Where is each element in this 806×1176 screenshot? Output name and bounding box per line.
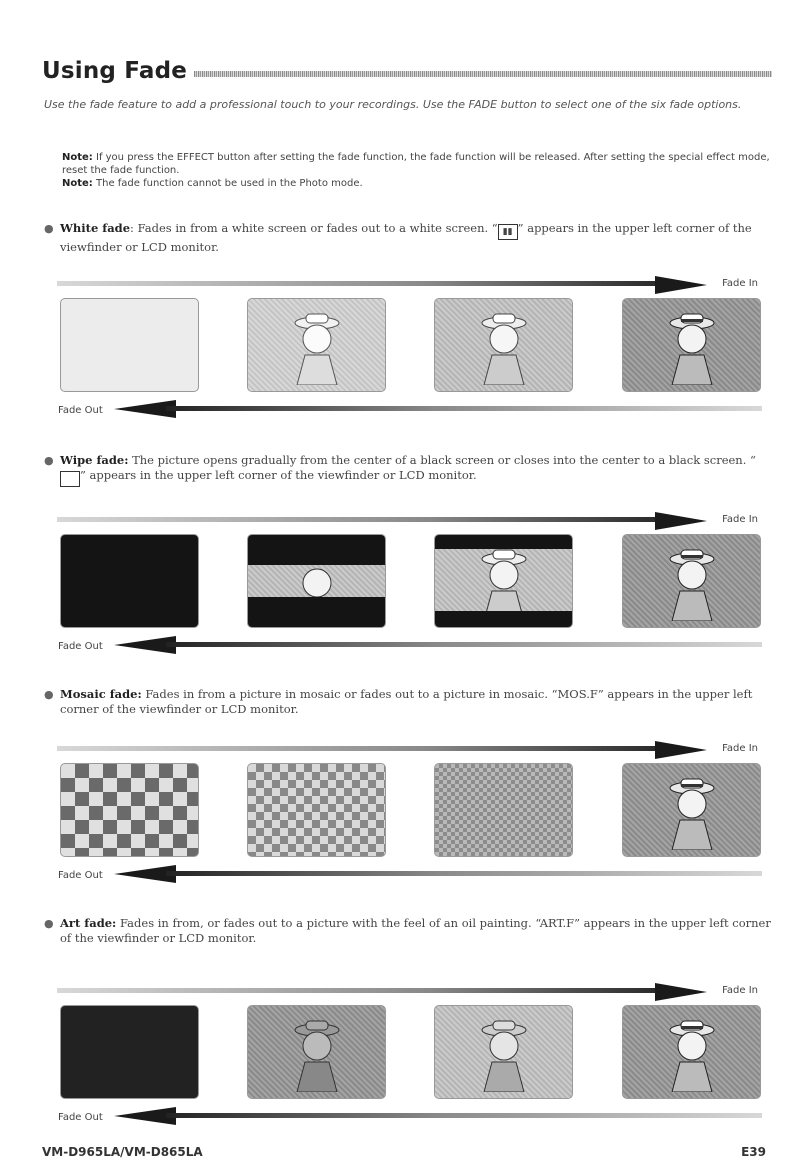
note-2 [62,177,774,190]
frame-full [622,534,761,628]
section-text: The picture opens gradually from the center of a black screen or closes into the center to a black screen. “ [132,453,756,467]
fade-in-label: Fade In [722,743,758,754]
frame-white [60,298,199,392]
fade-out-label: Fade Out [58,405,103,416]
note-label: Note: [62,152,93,163]
fade-in-arrow [57,983,757,997]
frame-full [622,1005,761,1099]
girl-figure-icon [666,311,718,385]
fade-in-arrow [57,276,757,290]
girl-figure-icon [291,311,343,385]
fade-out-arrow [42,865,772,885]
girl-figure-icon [291,1018,343,1092]
page-number: E39 [741,1145,766,1159]
section-mosaic-fade [42,687,772,717]
page-header [42,58,772,92]
frame-dark [60,1005,199,1099]
note-label: Note: [62,178,93,189]
section-art-fade [42,916,772,946]
fade-out-arrow [42,400,772,420]
fade-in-arrow [57,741,757,755]
bullet-icon: ● [44,688,54,701]
section-name: Wipe fade: [60,453,129,467]
intro-text: Use the fade feature to add a professional touch to your recordings. Use the FADE button to select one of the six fade options. [44,98,742,111]
frame-oil-light [434,1005,573,1099]
section-text-cont: ” appears in the upper left corner of the viewfinder or LCD monitor. [60,221,752,254]
note-1 [62,151,774,177]
girl-figure-icon [666,776,718,850]
fade-in-arrow [57,512,757,526]
fade-out-label: Fade Out [58,1112,103,1123]
girl-figure-icon [478,1018,530,1092]
frame-full [622,298,761,392]
fade-out-label: Fade Out [58,641,103,652]
notes-block [62,151,774,190]
frame-full [622,763,761,857]
white-fade-indicator-icon: ▮▮ [498,224,518,240]
frame-mosaic-fine [434,763,573,857]
frame-medium [434,298,573,392]
note-text: The fade function cannot be used in the Photo mode. [92,178,363,189]
title-rule [194,71,772,77]
section-wipe-fade [42,453,772,487]
note-text: If you press the EFFECT button after setting the fade function, the fade function will be released. After setting the special effect mode, reset the fade function. [62,152,770,176]
frame-wipe-narrow [247,534,386,628]
section-text: Fades in from a white screen or fades out to a white screen. “ [137,221,498,235]
frame-oil-dark [247,1005,386,1099]
model-number: VM-D965LA/VM-D865LA [42,1145,203,1159]
page-title: Using Fade [42,58,188,84]
bullet-icon: ● [44,222,54,235]
frame-light [247,298,386,392]
wipe-fade-sequence [42,512,772,662]
section-text: Fades in from, or fades out to a picture with the feel of an oil painting. “ART.F” appears in the upper left corner of the viewfinder or LCD monitor. [60,916,771,945]
girl-figure-icon [478,547,530,621]
section-sep: : [130,221,138,235]
wipe-fade-indicator-icon [60,471,80,487]
section-name: Mosaic fade: [60,687,142,701]
mosaic-fade-sequence [42,741,772,891]
art-fade-sequence [42,983,772,1133]
section-white-fade [42,221,772,255]
bullet-icon: ● [44,917,54,930]
girl-figure-icon [666,1018,718,1092]
fade-in-label: Fade In [722,278,758,289]
girl-figure-icon [478,311,530,385]
frame-mosaic-coarse [60,763,199,857]
fade-out-arrow [42,636,772,656]
bullet-icon: ● [44,454,54,467]
girl-figure-icon [666,547,718,621]
fade-in-label: Fade In [722,514,758,525]
frame-wipe-wide [434,534,573,628]
section-text-cont: ” appears in the upper left corner of the viewfinder or LCD monitor. [80,468,477,482]
section-name: White fade [60,221,131,235]
fade-out-arrow [42,1107,772,1127]
fade-out-label: Fade Out [58,870,103,881]
fade-in-label: Fade In [722,985,758,996]
section-name: Art fade: [60,916,117,930]
white-fade-sequence [42,276,772,426]
section-text: Fades in from a picture in mosaic or fades out to a picture in mosaic. “MOS.F” appears in the upper left corner of the viewfinder or LCD monitor. [60,687,753,716]
frame-mosaic-medium [247,763,386,857]
frame-black [60,534,199,628]
